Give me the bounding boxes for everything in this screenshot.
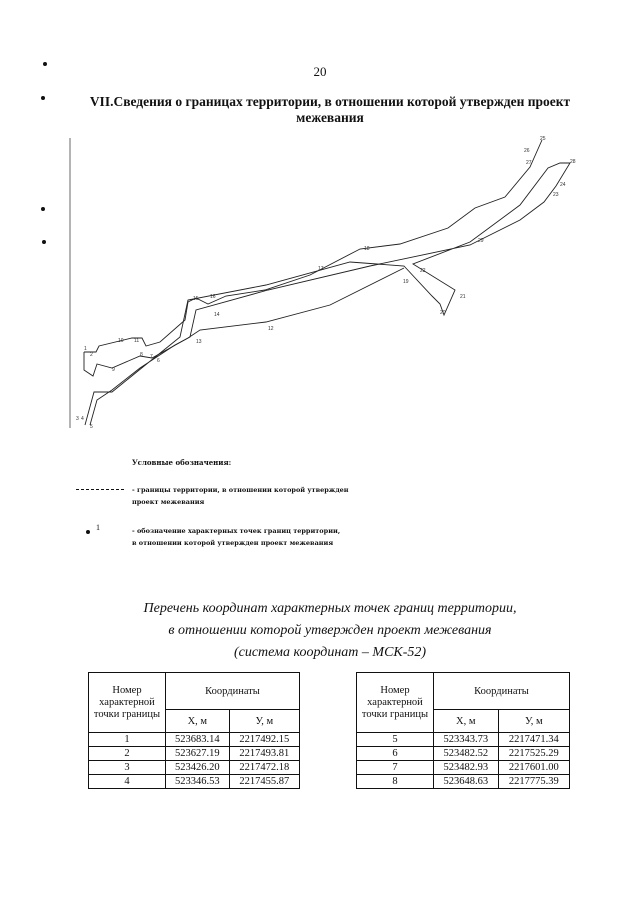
scheme-point-label: 5 [90, 424, 93, 430]
legend-boundary-text-line1: - границы территории, в отношении которой утвержден [132, 486, 349, 494]
scheme-point-label: 3 [76, 416, 79, 422]
y-cell: 2217775.39 [498, 775, 569, 789]
header-point-number: Номер характерной точки границы [357, 673, 434, 733]
table-row [89, 733, 300, 747]
y-cell: 2217492.15 [229, 733, 299, 747]
scheme-point-label: 23 [553, 192, 559, 198]
legend-point-number: 1 [96, 523, 100, 532]
scheme-point-label: 20 [440, 310, 446, 316]
scheme-point-label: 27 [526, 160, 532, 166]
legend-boundary-text-line2: проект межевания [132, 498, 205, 506]
scheme-point-label: 4 [81, 416, 84, 422]
x-cell: 523627.19 [166, 747, 230, 761]
table-row [357, 761, 570, 775]
boundary-outline-lower [84, 268, 404, 376]
legend-point-marker [86, 530, 90, 534]
scheme-point-label: 9 [112, 367, 115, 373]
scheme-point-label: 12 [268, 326, 274, 332]
y-cell: 2217472.18 [229, 761, 299, 775]
section-title-line2: межевания [296, 110, 364, 125]
scheme-point-label: 8 [140, 352, 143, 358]
header-point-number: Номер характерной точки границы [89, 673, 166, 733]
point-number-cell: 1 [89, 733, 166, 747]
coordinate-list-title-line1: Перечень координат характерных точек границ территории, [143, 601, 517, 616]
scheme-point-label: 25 [540, 136, 546, 142]
coordinate-list-title [60, 598, 600, 664]
y-cell: 2217493.81 [229, 747, 299, 761]
scheme-point-label: 15 [193, 296, 199, 302]
y-cell: 2217525.29 [498, 747, 569, 761]
y-cell: 2217455.87 [229, 775, 299, 789]
legend-point-text [132, 525, 382, 549]
scheme-point-label: 21 [460, 294, 466, 300]
header-coordinates: Координаты [166, 673, 300, 710]
x-cell: 523648.63 [434, 775, 499, 789]
scheme-point-label: 19 [403, 279, 409, 285]
scheme-point-label: 11 [134, 338, 140, 344]
scheme-point-label: 13 [196, 339, 202, 345]
scheme-point-label: 29 [478, 238, 484, 244]
legend-point-text-line2: в отношении которой утвержден проект межевания [132, 539, 334, 547]
x-cell: 523482.52 [434, 747, 499, 761]
x-cell: 523426.20 [166, 761, 230, 775]
boundary-outline [85, 163, 570, 425]
y-cell: 2217471.34 [498, 733, 569, 747]
scheme-point-label: 18 [364, 246, 370, 252]
coordinates-table-right [356, 672, 570, 789]
scheme-point-label: 10 [118, 338, 124, 344]
point-number-cell: 2 [89, 747, 166, 761]
legend-boundary-text [132, 484, 382, 508]
header-coordinates: Координаты [434, 673, 570, 710]
legend-point-text-line1: - обозначение характерных точек границ территории, [132, 527, 341, 535]
table-row [357, 775, 570, 789]
table-row [357, 733, 570, 747]
boundary-outline-upper [84, 140, 542, 352]
legend-boundary-line-sample [76, 489, 124, 490]
table-row [357, 747, 570, 761]
point-number-cell: 7 [357, 761, 434, 775]
scheme-point-label: 24 [560, 182, 566, 188]
coordinates-table-left [88, 672, 300, 789]
coordinate-list-title-line3: (система координат – МСК-52) [233, 645, 427, 660]
legend-title: Условные обозначения: [132, 458, 232, 467]
header-y: У, м [498, 710, 569, 733]
x-cell: 523343.73 [434, 733, 499, 747]
scheme-point-label: 16 [210, 294, 216, 300]
x-cell: 523683.14 [166, 733, 230, 747]
scheme-point-label: 26 [524, 148, 530, 154]
table-row [89, 761, 300, 775]
boundary-scheme [0, 0, 640, 440]
y-cell: 2217601.00 [498, 761, 569, 775]
point-number-cell: 3 [89, 761, 166, 775]
scheme-point-label: 17 [318, 266, 324, 272]
point-number-cell: 6 [357, 747, 434, 761]
point-number-cell: 8 [357, 775, 434, 789]
point-number-cell: 4 [89, 775, 166, 789]
table-row [89, 747, 300, 761]
scheme-point-label: 1 [84, 346, 87, 352]
section-title-line1: VII.Сведения о границах территории, в отношении которой утвержден проект [89, 94, 571, 109]
scheme-point-label: 7 [150, 354, 153, 360]
page-number: 20 [313, 64, 327, 79]
header-x: X, м [166, 710, 230, 733]
header-y: У, м [229, 710, 299, 733]
scheme-point-label: 2 [90, 352, 93, 358]
scheme-point-label: 6 [157, 358, 160, 364]
scheme-point-label: 28 [570, 159, 576, 165]
point-number-cell: 5 [357, 733, 434, 747]
coordinate-list-title-line2: в отношении которой утвержден проект межевания [168, 623, 492, 638]
x-cell: 523482.93 [434, 761, 499, 775]
x-cell: 523346.53 [166, 775, 230, 789]
header-x: X, м [434, 710, 499, 733]
table-row [89, 775, 300, 789]
scheme-point-label: 14 [214, 312, 220, 318]
scheme-point-label: 22 [420, 268, 426, 274]
